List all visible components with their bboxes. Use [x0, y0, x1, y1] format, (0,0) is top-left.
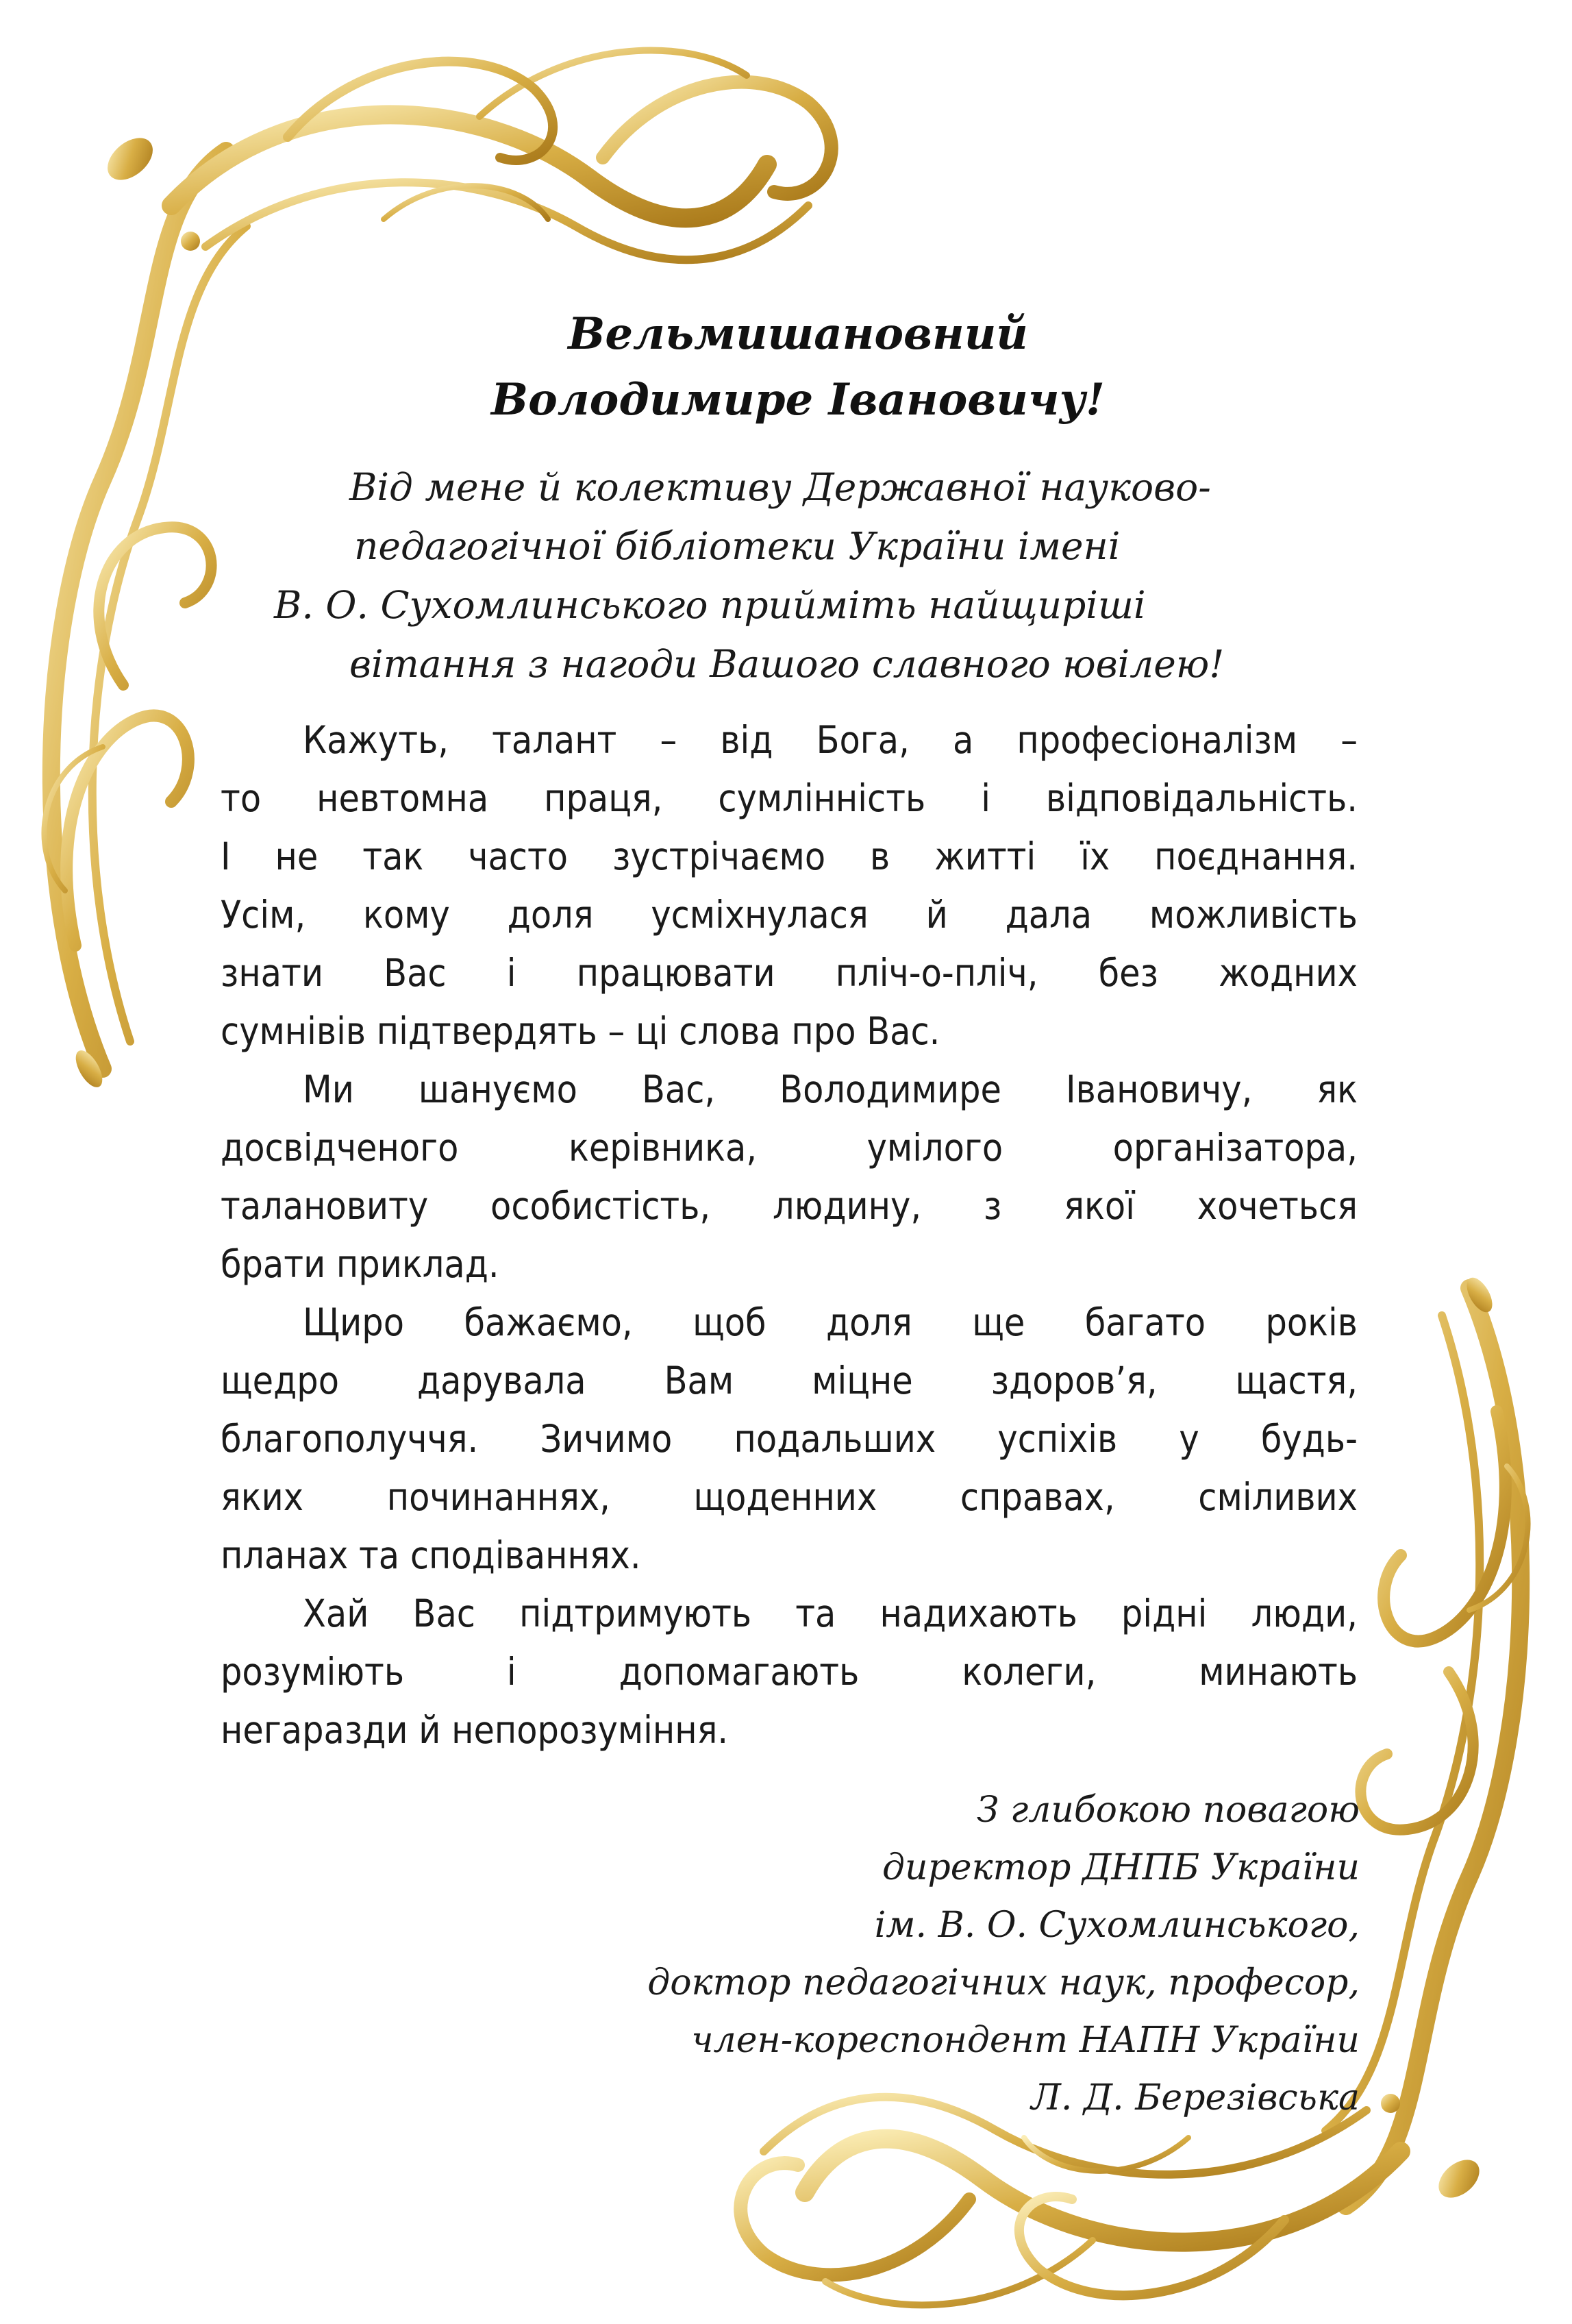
- letter-body: [221, 711, 1358, 1759]
- signature-line: Л. Д. Березівська: [1031, 2077, 1360, 2118]
- signature-line: З глибокою повагою: [977, 1790, 1360, 1831]
- body-line: розуміють і допомагають колеги, минають: [221, 1650, 1358, 1694]
- paragraph: [221, 1585, 1358, 1759]
- salutation: [342, 301, 1253, 433]
- signature-line: доктор педагогічних наук, професор,: [647, 1962, 1360, 2003]
- body-line: знати Вас і працювати пліч-о-пліч, без жодних: [221, 951, 1358, 995]
- body-line: Кажуть, талант – від Бога, а професіоналізм –: [303, 718, 1358, 762]
- body-line: Усім, кому доля усміхнулася й дала можливість: [221, 893, 1358, 937]
- greeting: [260, 458, 1370, 693]
- body-line: І не так часто зустрічаємо в житті їх поєднання.: [221, 835, 1358, 878]
- signature-line: член-кореспондент НАПН України: [691, 2020, 1360, 2061]
- greeting-line: педагогічної бібліотеки України імені: [354, 524, 1121, 568]
- signature-block: [332, 1781, 1360, 2127]
- greeting-line: вітання з нагоди Вашого славного ювілею!: [349, 642, 1225, 686]
- body-line: яких починаннях, щоденних справах, сміливих: [221, 1475, 1358, 1519]
- signature-line: ім. В. О. Сухомлинського,: [874, 1905, 1360, 1946]
- paragraph: [221, 1294, 1358, 1585]
- body-line: планах та сподіваннях.: [221, 1533, 641, 1577]
- body-line: негаразди й непорозуміння.: [221, 1708, 729, 1752]
- ornament-drops-top-left: [71, 129, 200, 1091]
- body-line: досвідченого керівника, умілого організатора,: [221, 1126, 1358, 1170]
- paragraph: [221, 1061, 1358, 1294]
- body-line: брати приклад.: [221, 1242, 499, 1286]
- paragraph: [221, 711, 1358, 1061]
- signature-line: директор ДНПБ України: [882, 1847, 1360, 1888]
- greeting-line: Від мене й колективу Державної науково-: [349, 465, 1211, 509]
- body-line: сумнівів підтвердять – ці слова про Вас.: [221, 1009, 940, 1053]
- body-line: Щиро бажаємо, щоб доля ще багато років: [303, 1300, 1358, 1344]
- body-line: Ми шануємо Вас, Володимире Івановичу, як: [303, 1067, 1358, 1111]
- ornament-drops-bottom-right: [1381, 1274, 1497, 2205]
- body-line: щедро дарувала Вам міцне здоров’я, щастя,: [221, 1359, 1358, 1402]
- body-line: талановиту особистість, людину, з якої хочеться: [221, 1184, 1358, 1228]
- body-line: то невтомна праця, сумлінність і відповідальність.: [221, 776, 1358, 820]
- greeting-line: В. О. Сухомлинського прийміть найщиріші: [274, 583, 1146, 627]
- body-line: благополуччя. Зичимо подальших успіхів у будь-: [221, 1417, 1358, 1461]
- salutation-line: Вельмишановний: [568, 308, 1028, 360]
- salutation-line: Володимире Івановичу!: [491, 374, 1105, 425]
- body-line: Хай Вас підтримують та надихають рідні люди,: [303, 1592, 1358, 1635]
